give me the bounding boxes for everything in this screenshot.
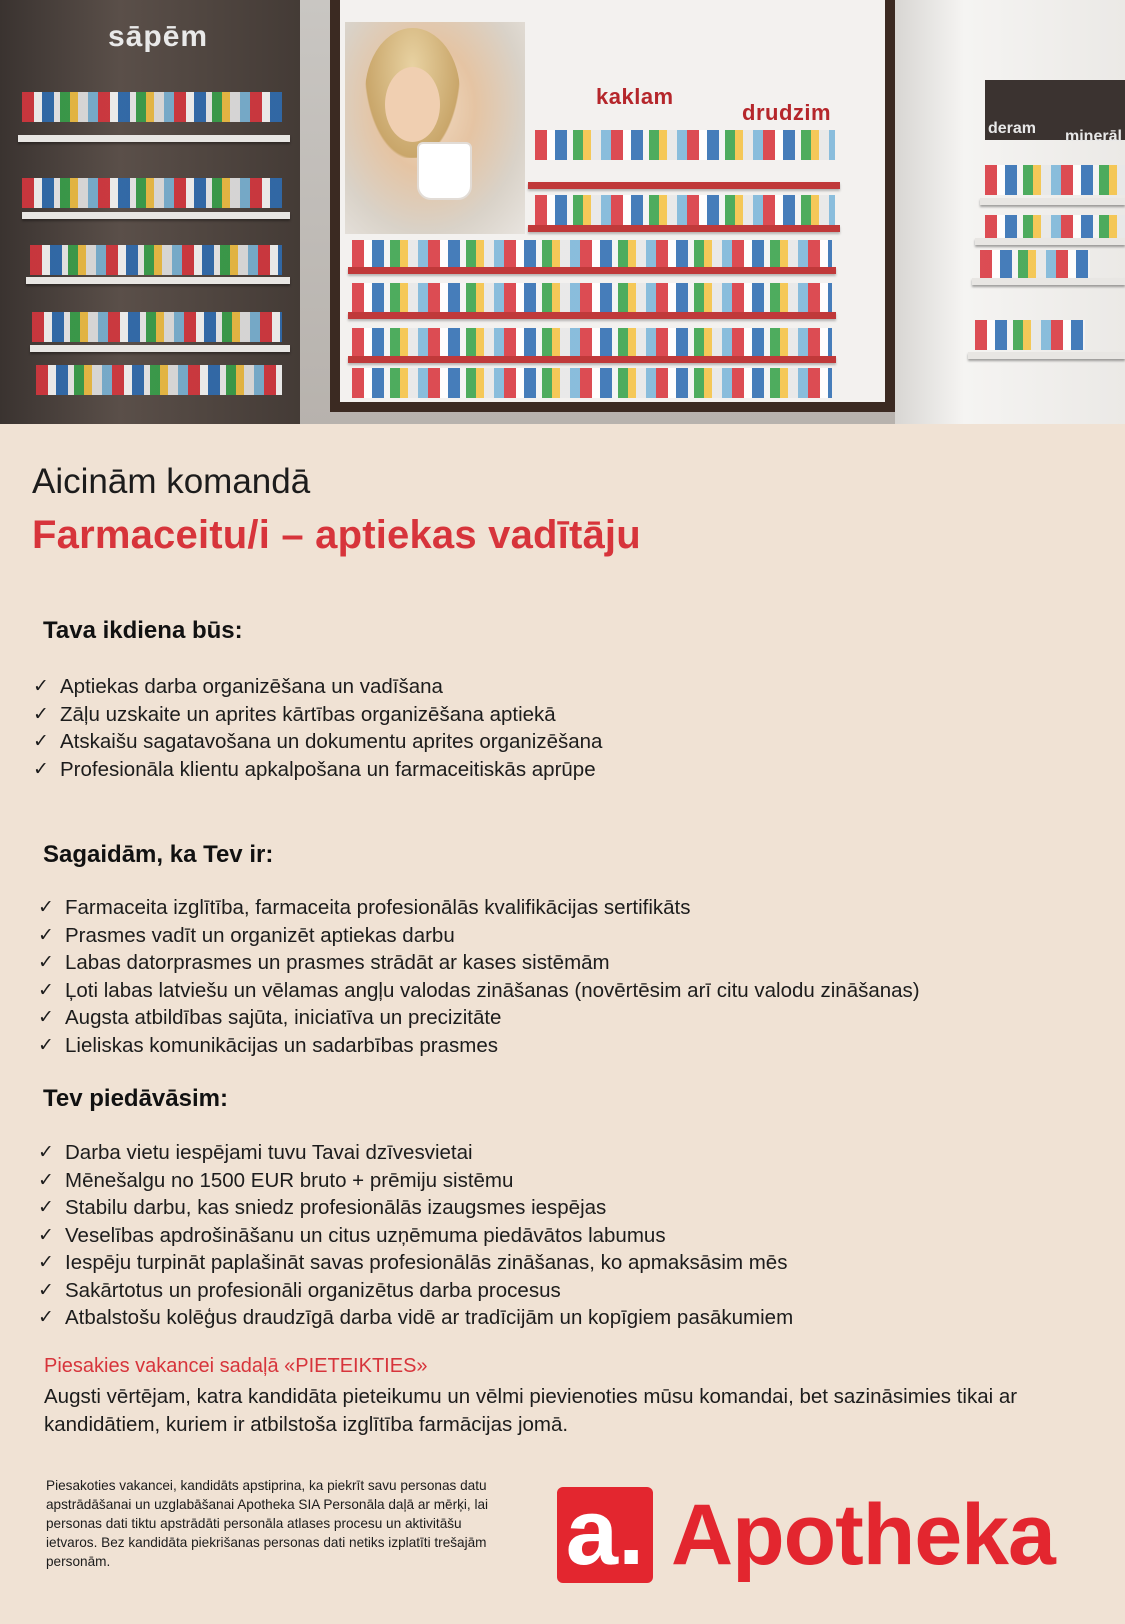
shelf	[528, 225, 840, 232]
product-row	[22, 178, 282, 208]
shelf	[30, 345, 290, 352]
logo-mark: a.	[557, 1487, 653, 1583]
checkmark-icon: ✓	[38, 951, 54, 973]
shelf	[26, 277, 290, 284]
requirements-title: Sagaidām, ka Tev ir:	[43, 841, 274, 868]
list-item: ✓ Lieliskas komunikācijas un sadarbības prasmes	[38, 1032, 920, 1060]
product-row	[36, 365, 282, 395]
product-row	[30, 245, 282, 275]
list-item: ✓ Zāļu uzskaite un aprites kārtības organizēšana aptiekā	[33, 701, 602, 729]
product-row	[535, 130, 835, 160]
intro-text: Aicinām komandā	[32, 462, 311, 501]
list-item: ✓ Iespēju turpināt paplašināt savas profesionālās zināšanas, ko apmaksāsim mēs	[38, 1249, 793, 1277]
checkmark-icon: ✓	[38, 1168, 54, 1191]
checkmark-icon: ✓	[38, 1196, 54, 1218]
woman-with-mug-photo	[345, 22, 525, 234]
checkmark-icon: ✓	[38, 896, 54, 918]
shelf	[972, 278, 1125, 285]
checkmark-icon: ✓	[38, 1278, 54, 1301]
privacy-disclaimer: Piesakoties vakancei, kandidāts apstiprina, ka piekrīt savu personas datu apstrādāšanai un uzglabāšanai Apotheka SIA Personāla daļā ar mērķi, lai personas dati tiktu apstrādāti personāla atlases procesu un aktivitāšu ietvaros. Bez kandidāta piekrišanas personas dati netiks izplatīti trešajām personām.	[46, 1478, 489, 1569]
apotheka-logo	[557, 1479, 1055, 1584]
product-row	[352, 283, 832, 313]
list-item: ✓ Aptiekas darba organizēšana un vadīšana	[33, 673, 602, 701]
list-item: ✓ Veselības apdrošināšanu un citus uzņēmuma piedāvātos labumus	[38, 1222, 793, 1250]
face-shape	[385, 67, 440, 142]
apply-instruction: Piesakies vakancei sadaļā «PIETEIKTIES»	[44, 1355, 428, 1377]
checkmark-icon: ✓	[38, 1141, 54, 1163]
apply-note: Augsti vērtējam, katra kandidāta pieteikumu un vēlmi pievienoties mūsu komandai, bet sazināsimies tikai ar kandidātiem, kuriem ir atbilstoša izglītība farmācijas jomā.	[44, 1385, 1018, 1436]
checkmark-icon: ✓	[38, 1306, 54, 1328]
cabinet-sign-fever: drudzim	[742, 100, 832, 125]
list-item: ✓ Darba vietu iespējami tuvu Tavai dzīvesvietai	[38, 1139, 793, 1167]
list-item: ✓ Atskaišu sagatavošana un dokumentu aprites organizēšana	[33, 728, 602, 756]
checkmark-icon: ✓	[38, 1223, 54, 1246]
shelf	[975, 238, 1125, 245]
product-row	[32, 312, 282, 342]
checkmark-icon: ✓	[38, 1006, 54, 1028]
list-item: ✓ Profesionāla klientu apkalpošana un farmaceitiskās aprūpe	[33, 756, 602, 784]
daily-duties-list	[33, 673, 602, 783]
product-row	[352, 368, 832, 398]
shelf	[22, 212, 290, 219]
product-row	[985, 165, 1125, 195]
product-row	[352, 240, 832, 270]
cabinet-sign-throat: kaklam	[596, 84, 674, 109]
daily-duties-title: Tava ikdiena būs:	[43, 617, 243, 644]
checkmark-icon: ✓	[38, 978, 54, 1001]
checkmark-icon: ✓	[38, 923, 54, 946]
list-item: ✓ Atbalstošu kolēģus draudzīgā darba vidē ar tradīcijām un kopīgiem pasākumiem	[38, 1304, 793, 1332]
shelf	[348, 267, 836, 274]
product-row	[980, 250, 1090, 280]
list-item: ✓ Ļoti labas latviešu un vēlamas angļu valodas zināšanas (novērtēsim arī citu valodu zināšanas)	[38, 977, 920, 1005]
requirements-list	[38, 894, 920, 1059]
job-title-headline: Farmaceitu/i – aptiekas vadītāju	[32, 513, 641, 557]
list-item: ✓ Sakārtotus un profesionāli organizētus darba procesus	[38, 1277, 793, 1305]
shelf	[348, 312, 836, 319]
product-row	[22, 92, 282, 122]
right-shelf-sign-2: minerāl	[1065, 128, 1122, 145]
list-item: ✓ Stabilu darbu, kas sniedz profesionālās izaugsmes iespējas	[38, 1194, 793, 1222]
checkmark-icon: ✓	[33, 702, 49, 725]
right-shelving-wall	[895, 0, 1125, 424]
logo-wordmark: Apotheka	[671, 1487, 1055, 1583]
product-row	[535, 195, 835, 225]
offer-title: Tev piedāvāsim:	[43, 1085, 228, 1112]
checkmark-icon: ✓	[33, 675, 49, 697]
list-item: ✓ Labas datorprasmes un prasmes strādāt ar kases sistēmām	[38, 949, 920, 977]
checkmark-icon: ✓	[38, 1251, 54, 1273]
shelf	[968, 352, 1125, 359]
mug-shape	[417, 142, 472, 200]
hero-photo	[0, 0, 1125, 424]
product-row	[975, 320, 1085, 350]
product-row	[352, 328, 832, 358]
left-shelf-sign: sāpēm	[108, 20, 209, 53]
shelf	[348, 356, 836, 363]
checkmark-icon: ✓	[38, 1033, 54, 1056]
list-item: ✓ Farmaceita izglītība, farmaceita profesionālās kvalifikācijas sertifikāts	[38, 894, 920, 922]
list-item: ✓ Mēnešalgu no 1500 EUR bruto + prēmiju sistēmu	[38, 1167, 793, 1195]
shelf	[980, 198, 1125, 205]
shelf	[18, 135, 290, 142]
list-item: ✓ Augsta atbildības sajūta, iniciatīva un precizitāte	[38, 1004, 920, 1032]
checkmark-icon: ✓	[33, 730, 49, 752]
shelf	[528, 182, 840, 189]
list-item: ✓ Prasmes vadīt un organizēt aptiekas darbu	[38, 922, 920, 950]
right-shelf-sign-1: deram	[988, 120, 1037, 137]
checkmark-icon: ✓	[33, 757, 49, 780]
offer-list	[38, 1139, 793, 1332]
